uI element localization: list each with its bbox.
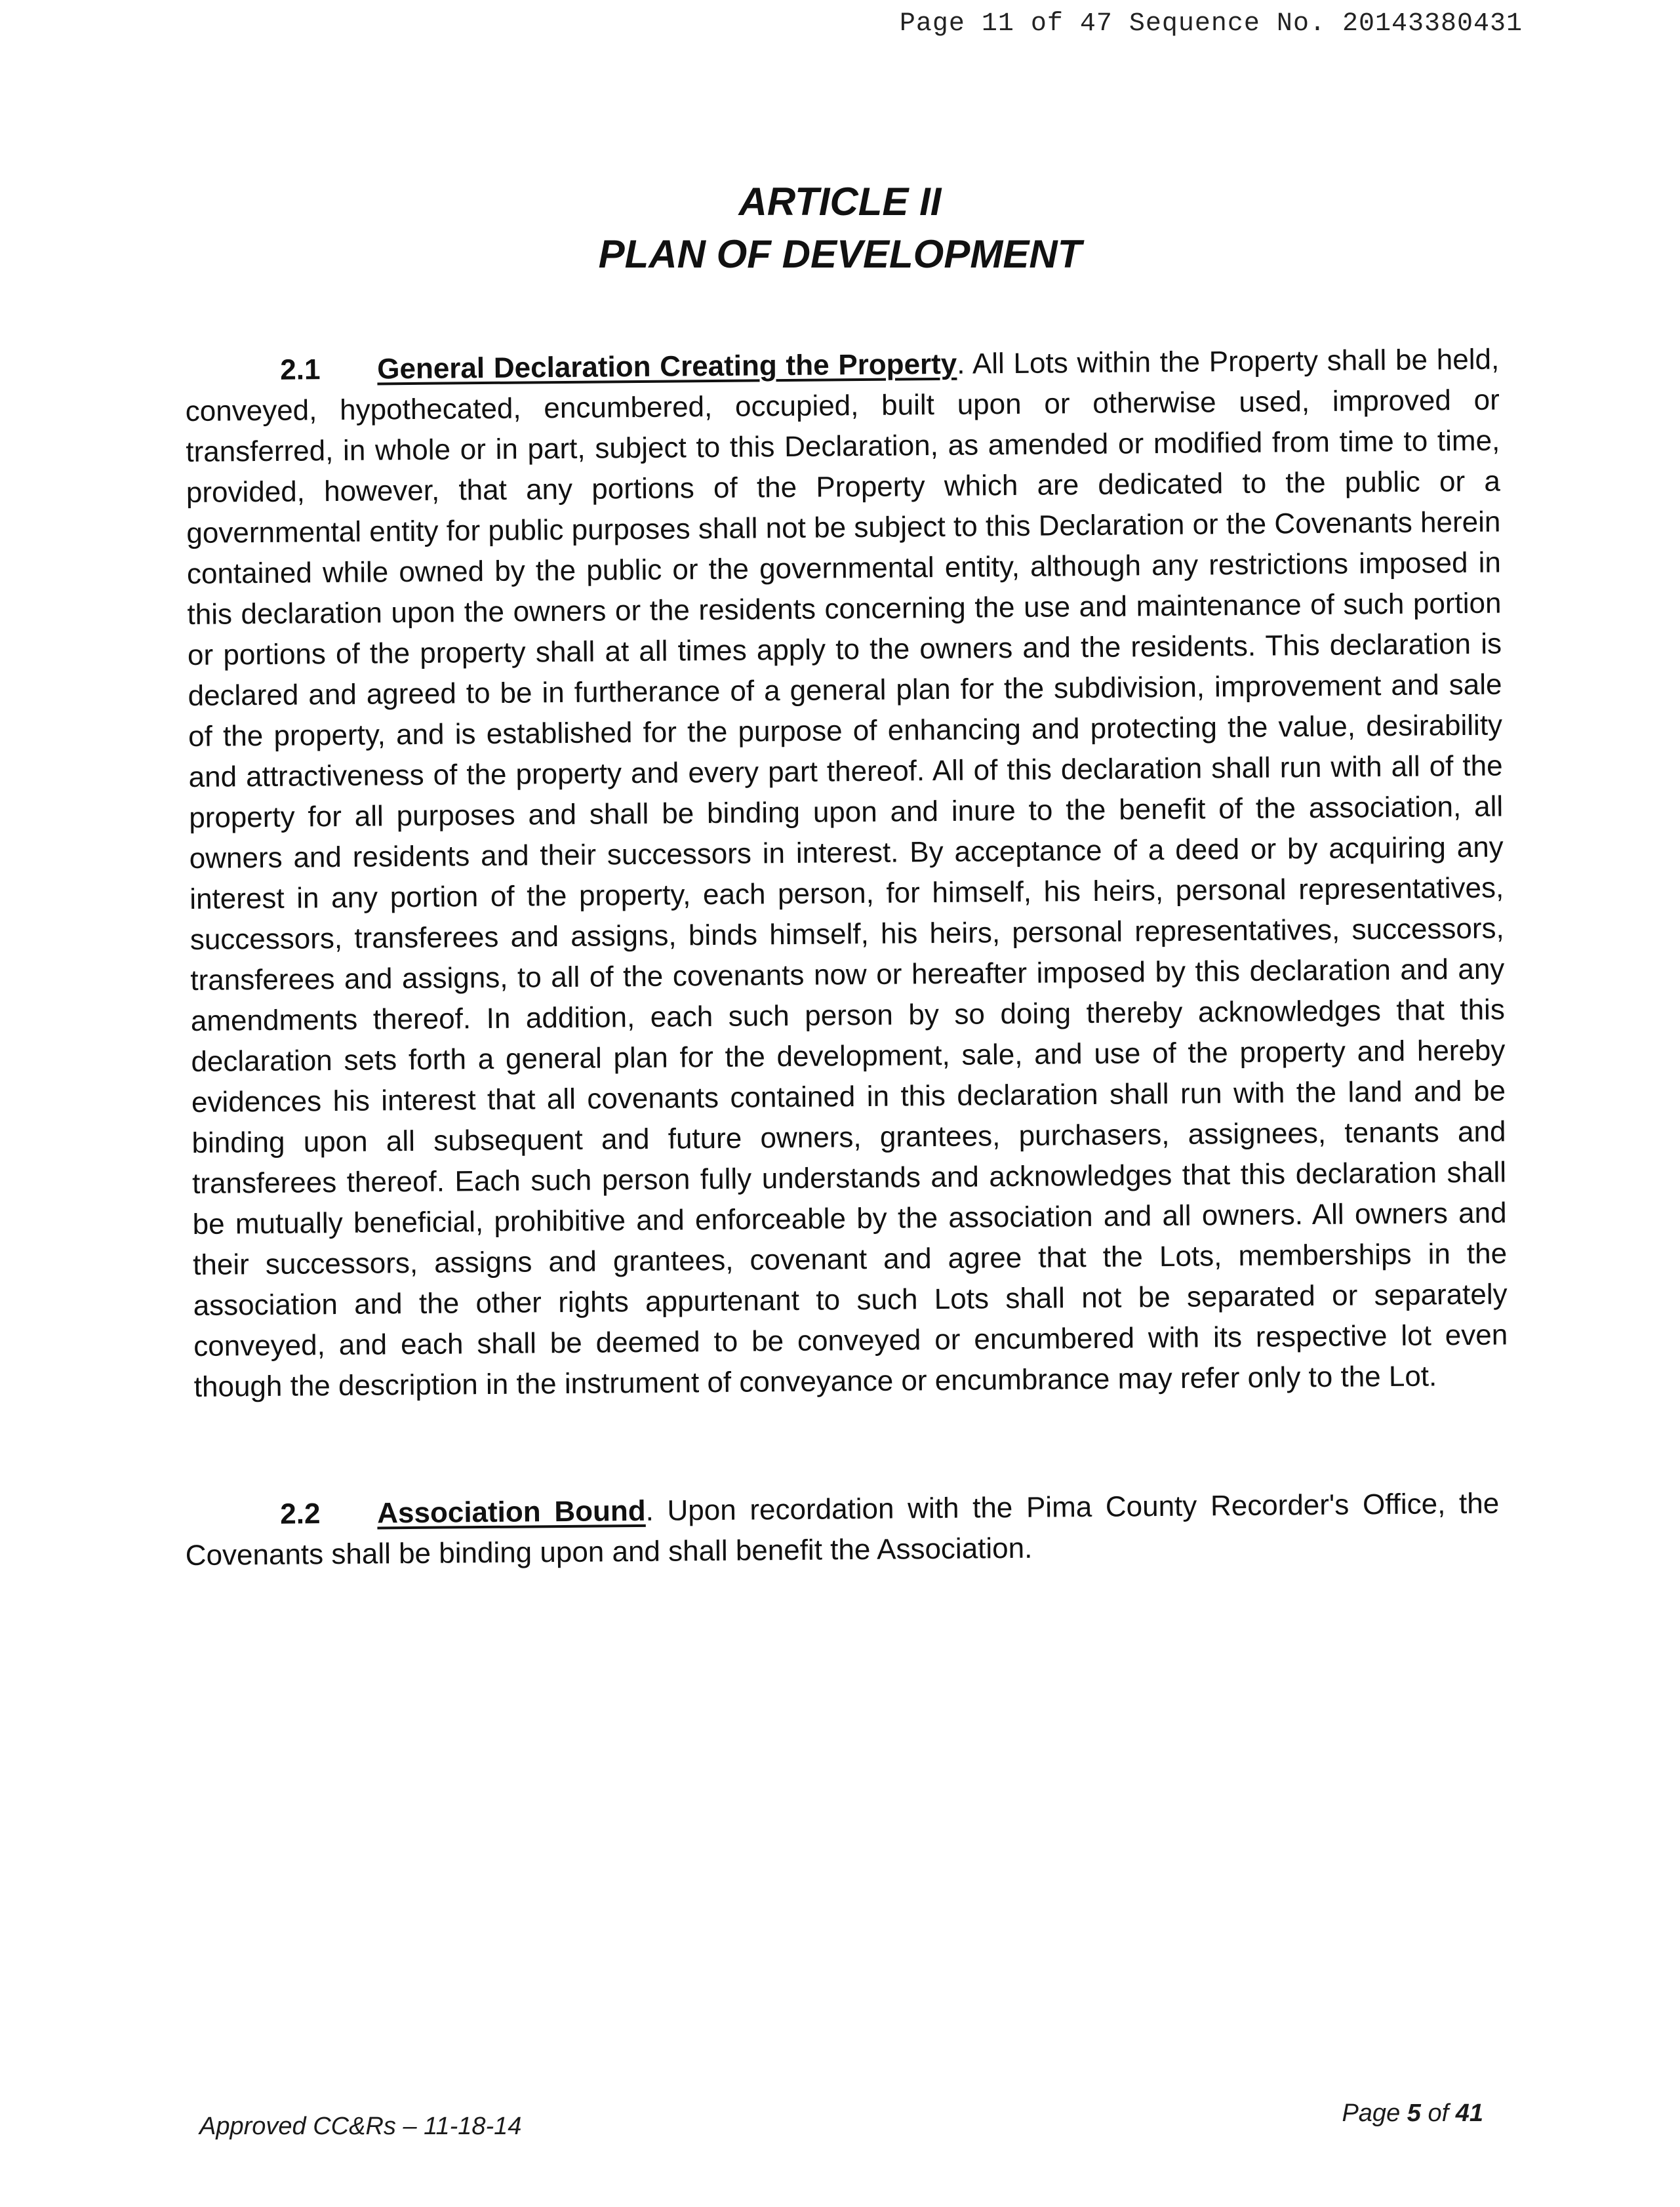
- footer-page-prefix: Page: [1342, 2099, 1407, 2127]
- section-number: 2.1: [280, 353, 321, 386]
- section-body: . Upon recordation with the Pima County Recorder's Office, the Covenants shall be binding upon and shall benefit the Association.: [185, 1487, 1500, 1572]
- footer-page-number: [1342, 2099, 1483, 2128]
- article-title: PLAN OF DEVELOPMENT: [598, 232, 1082, 276]
- footer-page-current: 5: [1407, 2099, 1421, 2127]
- section-body: . All Lots within the Property shall be held, conveyed, hypothecated, encumbered, occupied, built upon or otherwise used, improved or transferred, in whole or in part, subject to this Declaration, as amended or modified from time to time, provided, however, that any portions of the Property which are dedicated to the public or a governmental entity for public purposes shall not be subject to this Declaration or the Covenants herein contained while owned by the public or the governmental entity, although any restrictions imposed in this declaration upon the owners or the residents concerning the use and maintenance of such portion or portions of the property shall at all times apply to the owners and the residents. This declaration is declared and agreed to be in furtherance of a general plan for the subdivision, improvement and sale of the property, and is established for the purpose of enhancing and protecting the value, desirability and attractiveness of the property and every part thereof. All of this declaration shall run with all of the property for all purposes and shall be binding upon and inure to the benefit of the association, all owners and residents and their successors in interest. By acceptance of a deed or by acquiring any interest in any portion of the property, each person, for himself, his heirs, personal representatives, successors, transferees and assigns, binds himself, his heirs, personal representatives, successors, transferees and assigns, to all of the covenants now or hereafter imposed by this declaration and any amendments thereof. In addition, each such person by so doing thereby acknowledges that this declaration sets forth a general plan for the development, sale, and use of the property and hereby evidences his interest that all covenants contained in this declaration shall run with the land and be binding upon all subsequent and future owners, grantees, purchasers, assignees, tenants and transferees thereof. Each such person fully understands and acknowledges that this declaration shall be mutually beneficial, prohibitive and enforceable by the association and all owners. All owners and their successors, assigns and grantees, covenant and agree that the Lots, memberships in the association and the other rights appurtenant to such Lots shall not be separated or separately conveyed, and each shall be deemed to be conveyed or encumbered with its respective lot even though the description in the instrument of conveyance or encumbrance may refer only to the Lot.: [185, 343, 1508, 1403]
- article-number: ARTICLE II: [738, 180, 942, 224]
- footer-page-mid: of: [1420, 2099, 1456, 2127]
- section-2-2: [185, 1484, 1500, 1576]
- section-title: General Declaration Creating the Property: [377, 348, 957, 386]
- section-2-1: [185, 340, 1508, 1408]
- footer-page-total: 41: [1455, 2099, 1483, 2127]
- section-number: 2.2: [280, 1498, 321, 1530]
- section-title: Association Bound: [377, 1494, 646, 1530]
- recorder-page-stamp: Page 11 of 47 Sequence No. 20143380431: [899, 9, 1523, 39]
- footer-document-label: Approved CC&Rs – 11-18-14: [199, 2113, 522, 2140]
